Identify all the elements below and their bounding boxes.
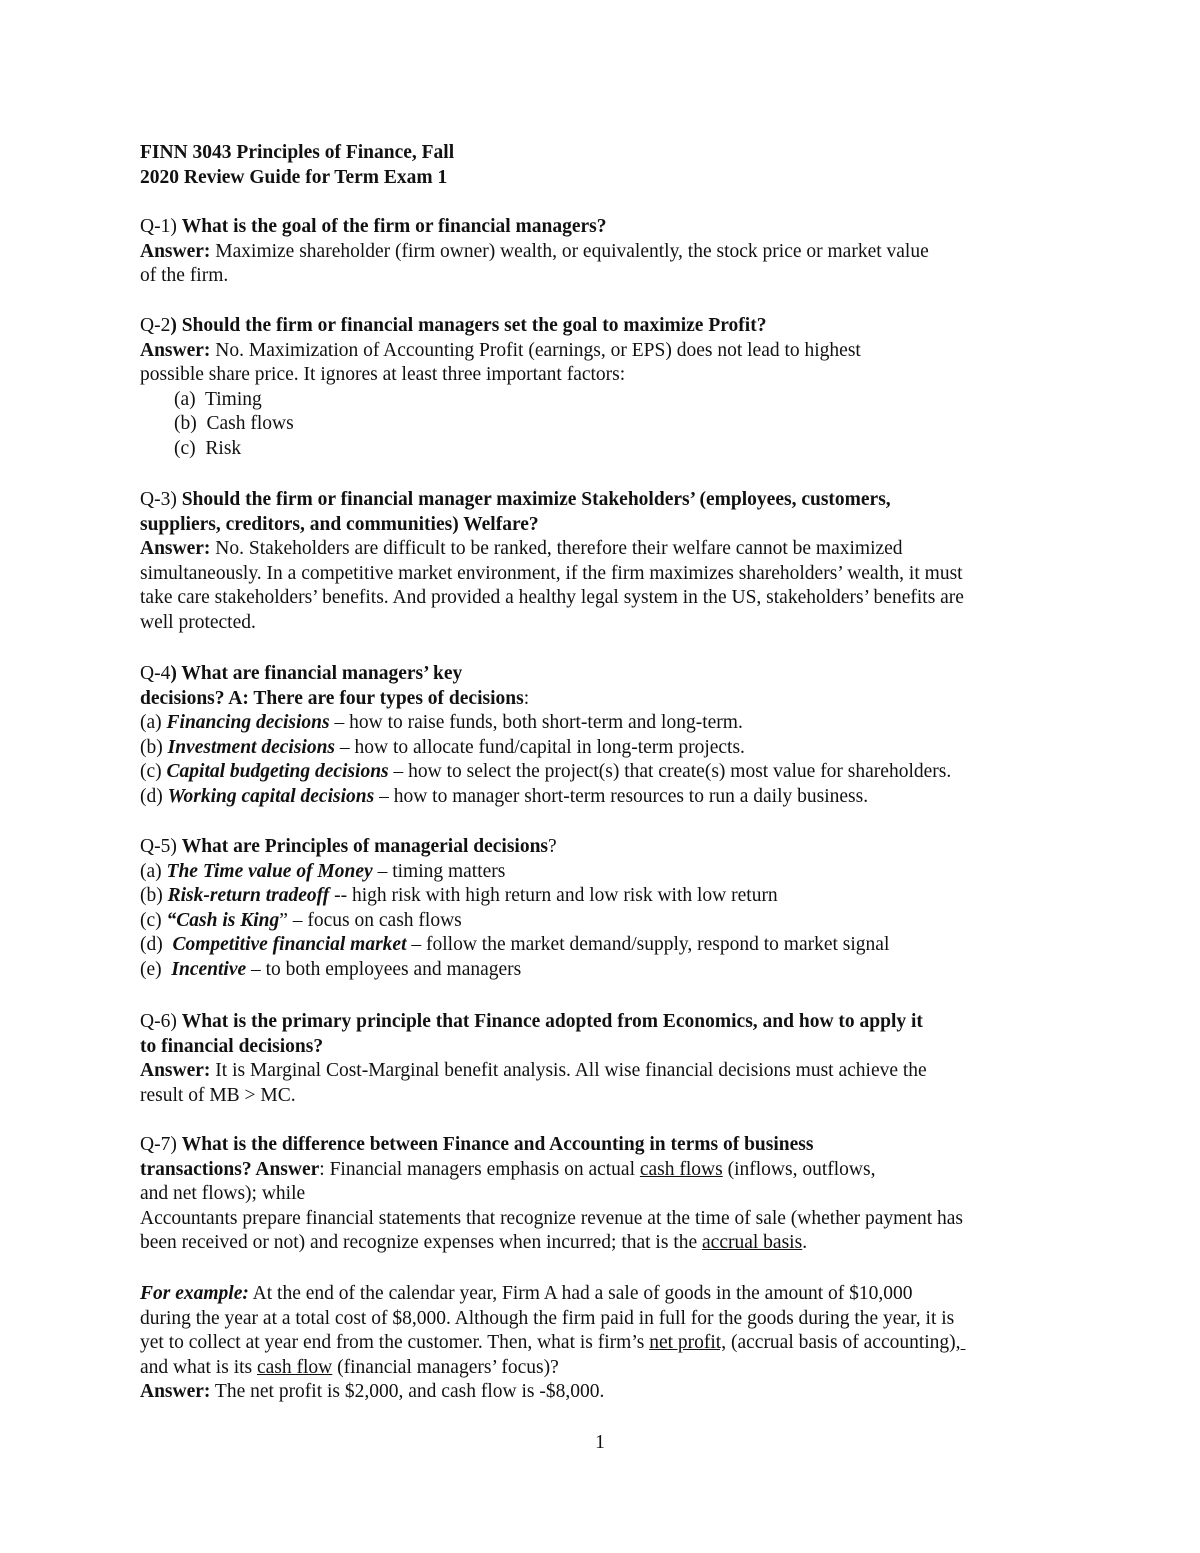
q2-answer-line-2: possible share price. It ignores at least three important factors: <box>140 364 626 386</box>
q4-number: Q-4 <box>140 663 171 684</box>
example-answer: The net profit is $2,000, and cash flow is -$8,000. <box>210 1381 605 1403</box>
q7-answer-line-4a: been received or not) and recognize expenses when incurred; that is the <box>140 1232 703 1254</box>
question-4 <box>140 662 1070 810</box>
q4-item-a-term: Financing decisions <box>166 712 330 734</box>
q7-answer-line-2: and net flows); while <box>140 1183 306 1205</box>
q5-item-b-term: Risk-return tradeoff <box>167 885 330 907</box>
q3-answer-line-4: well protected. <box>140 611 256 633</box>
q5-item-d <box>140 933 1070 958</box>
q6-answer-line-1: It is Marginal Cost-Marginal benefit analysis. All wise financial decisions must achieve the <box>215 1060 927 1082</box>
example-net-profit-underlined: net profit, <box>649 1332 727 1354</box>
q5-item-a-term: The Time value of Money <box>166 860 373 882</box>
question-6 <box>140 1010 1070 1108</box>
example-line-4a: and what is its <box>140 1356 257 1378</box>
q1-answer-label: Answer: <box>140 240 211 262</box>
title-line-2: 2020 Review Guide for Term Exam 1 <box>140 166 448 188</box>
q2-item-a: (a) Timing <box>174 388 262 410</box>
q5-item-b <box>140 884 1070 909</box>
q7-number: Q-7) <box>140 1134 177 1155</box>
q4-item-b-term: Investment decisions <box>167 736 336 758</box>
q5-item-c-prefix: (c) <box>140 909 167 931</box>
q5-item-b-prefix: (b) <box>140 885 168 907</box>
q4-item-b-prefix: (b) <box>140 736 168 758</box>
question-2 <box>140 314 1070 462</box>
example-line-4b: (financial managers’ focus)? <box>332 1356 559 1378</box>
q6-question-line-1: What is the primary principle that Finance adopted from Economics, and how to apply it <box>181 1011 923 1032</box>
q4-item-a-desc: – how to raise funds, both short-term and long-term. <box>329 712 743 734</box>
q4-item-c-term: Capital budgeting decisions <box>166 761 389 783</box>
title-line-1: FINN 3043 Principles of Finance, Fall <box>140 142 455 163</box>
q5-item-c-desc: ” – focus on cash flows <box>279 909 462 931</box>
q2-item-b: (b) Cash flows <box>174 413 294 435</box>
example-block <box>140 1282 1070 1405</box>
q5-item-a <box>140 860 1070 885</box>
q5-item-e-prefix: (e) <box>140 958 172 980</box>
q4-item-d-term: Working capital decisions <box>167 785 375 807</box>
question-3 <box>140 488 1070 636</box>
q3-number: Q-3) <box>140 489 177 510</box>
q4-item-c-desc: – how to select the project(s) that create(s) most value for shareholders. <box>388 761 952 783</box>
example-line-3b: (accrual basis of accounting), <box>726 1332 961 1354</box>
q4-item-d-desc: – how to manager short-term resources to run a daily business. <box>374 785 869 807</box>
q2-answer-label: Answer: <box>140 339 211 361</box>
q2-answer-line-1: No. Maximization of Accounting Profit (earnings, or EPS) does not lead to highest <box>215 339 861 361</box>
q7-question-line-2: transactions? Answer <box>140 1158 320 1180</box>
document-title <box>140 141 1070 190</box>
q5-item-e-desc: – to both employees and managers <box>246 958 522 980</box>
q5-item-d-prefix: (d) <box>140 934 173 956</box>
q5-item-c <box>140 909 1070 934</box>
q7-answer-line-1b: (inflows, outflows, <box>722 1158 876 1180</box>
q5-item-e <box>140 958 1070 983</box>
q7-cash-flows-underlined: cash flows <box>639 1158 723 1180</box>
q4-item-c <box>140 760 1070 785</box>
q4-item-d <box>140 785 1070 810</box>
q4-question-line-2: decisions? A: There are four types of decisions <box>140 687 524 709</box>
q7-answer-line-3: Accountants prepare financial statements that recognize revenue at the time of sale (whether payment has <box>140 1207 963 1229</box>
q4-item-c-prefix: (c) <box>140 761 167 783</box>
q1-number: Q-1) <box>140 216 177 237</box>
q3-question-line-2: suppliers, creditors, and communities) Welfare? <box>140 513 539 535</box>
q5-question-mark: ? <box>548 836 557 857</box>
q4-item-b-desc: – how to allocate fund/capital in long-term projects. <box>335 736 745 758</box>
q4-item-a-prefix: (a) <box>140 712 167 734</box>
q6-answer-label: Answer: <box>140 1060 211 1082</box>
q5-number: Q-5) <box>140 836 177 857</box>
q6-answer-line-2: result of MB > MC. <box>140 1084 296 1106</box>
q5-item-b-desc: -- high risk with high return and low risk with low return <box>329 885 778 907</box>
q5-item-d-desc: – follow the market demand/supply, respond to market signal <box>406 934 890 956</box>
q6-number: Q-6) <box>140 1011 177 1032</box>
example-cash-flow-underlined: cash flow <box>257 1356 333 1378</box>
q4-item-b <box>140 736 1070 761</box>
q5-item-c-term: “Cash is King <box>166 909 280 931</box>
q7-answer-line-4b: . <box>802 1232 808 1254</box>
q2-item-c: (c) Risk <box>174 437 242 459</box>
q3-answer-line-1: No. Stakeholders are difficult to be ranked, therefore their welfare cannot be maximized <box>215 538 903 560</box>
question-1 <box>140 215 1070 289</box>
q1-answer-line-2: of the firm. <box>140 265 229 287</box>
question-5 <box>140 835 1070 983</box>
question-7 <box>140 1133 1070 1256</box>
example-line-1: At the end of the calendar year, Firm A had a sale of goods in the amount of $10,000 <box>248 1283 913 1304</box>
page-number: 1 <box>595 1432 605 1453</box>
q4-colon: : <box>523 687 530 709</box>
example-label: For example: <box>140 1283 249 1304</box>
q6-question-line-2: to financial decisions? <box>140 1035 324 1057</box>
example-line-3-trailing-underline <box>961 1332 966 1353</box>
q4-item-a <box>140 711 1070 736</box>
q5-item-e-term: Incentive <box>171 958 247 980</box>
example-answer-label: Answer: <box>140 1381 211 1403</box>
q7-accrual-basis-underlined: accrual basis <box>702 1232 803 1254</box>
q1-answer-line-1: Maximize shareholder (firm owner) wealth, or equivalently, the stock price or market value <box>215 240 929 262</box>
q4-item-d-prefix: (d) <box>140 785 168 807</box>
q5-item-a-prefix: (a) <box>140 860 167 882</box>
q7-answer-line-1a: : Financial managers emphasis on actual <box>319 1158 640 1180</box>
q1-question: What is the goal of the firm or financial managers? <box>181 216 607 237</box>
example-line-2: during the year at a total cost of $8,000. Although the firm paid in full for the goods during the year, it is <box>140 1307 955 1329</box>
q3-question-line-1: Should the firm or financial manager maximize Stakeholders’ (employees, customers, <box>181 489 891 510</box>
q3-answer-line-2: simultaneously. In a competitive market environment, if the firm maximizes shareholders’ wealth, it must <box>140 562 963 584</box>
example-line-3a: yet to collect at year end from the customer. Then, what is firm’s <box>140 1332 650 1354</box>
q2-number: Q-2 <box>140 315 171 336</box>
q7-question-line-1: What is the difference between Finance and Accounting in terms of business <box>181 1134 814 1155</box>
q4-question-line-1: ) What are financial managers’ key <box>170 663 463 684</box>
q5-item-d-term: Competitive financial market <box>172 934 407 956</box>
q5-question: What are Principles of managerial decisions <box>181 836 549 857</box>
q5-item-a-desc: – timing matters <box>372 860 506 882</box>
q3-answer-line-3: take care stakeholders’ benefits. And provided a healthy legal system in the US, stakeholders’ benefits are <box>140 587 964 609</box>
q2-question: ) Should the firm or financial managers set the goal to maximize Profit? <box>170 315 767 336</box>
q3-answer-label: Answer: <box>140 538 211 560</box>
